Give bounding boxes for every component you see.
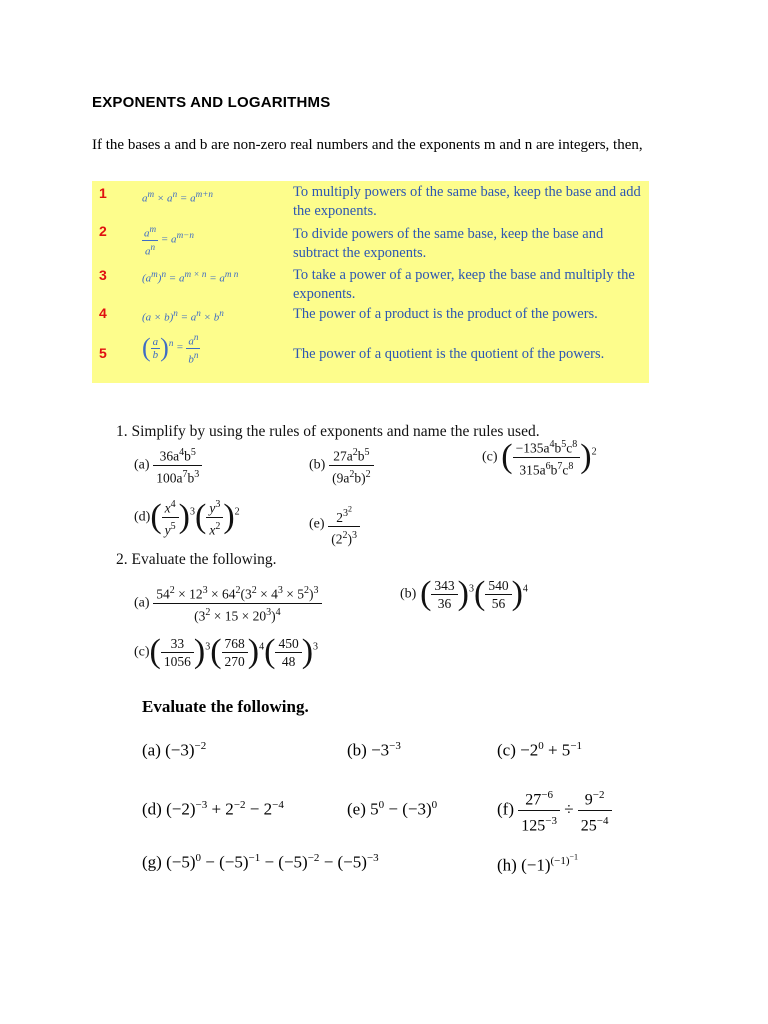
rule-description: The power of a quotient is the quotient of the powers. <box>293 346 605 362</box>
part-label: (a) <box>142 740 161 760</box>
part-label: (e) <box>309 516 325 532</box>
q1-part-b: (b) $\frac{27a^2b^5}{(9a^2b)^2}$ <box>309 444 374 486</box>
rule-description: To take a power of a power, keep the base and multiply the exponents. <box>293 267 635 302</box>
q3-part-b: $(b) -3^{-3}$ <box>347 740 401 760</box>
q1-part-e: (e) $\frac{2^{3^2}}{(2^2)^3}$ <box>309 501 360 547</box>
question-1-title: 1. Simplify by using the rules of exponents and name the rules used. <box>116 423 540 440</box>
q1-part-d: (d)( $\frac{x^4}{y^5}$ )$^3$( $\frac{y^3}{x^2}$ )$^2$ <box>134 498 240 537</box>
q2-part-b: (b) ( $\frac{343}{36}$ )$^3$( $\frac{540}{56}$ )$^4$ <box>400 575 528 612</box>
rule-formula-5: ( $\frac{a}{b}$ )$^n$ = $\frac{a^n}{b^n}$ <box>142 332 199 366</box>
q3-part-e: (e) $5^0 - (-3)^0$ <box>347 799 438 819</box>
rule-description: The power of a product is the product of the powers. <box>293 306 598 322</box>
part-label: (d) <box>142 799 162 819</box>
part-label: (c) <box>134 644 150 660</box>
q3-part-a: (a) $(-3)^{-2}$ <box>142 740 207 760</box>
rule-formula-3: $(a^m)^n = a^{m \times n} = a^{m n}$ <box>142 269 239 285</box>
intro-text: If the bases a and b are non-zero real numbers and the exponents m and n are integers, then, <box>92 137 643 153</box>
part-label: (h) <box>497 855 517 875</box>
q3-part-g: (g) $(-5)^0 - (-5)^{-1} - (-5)^{-2} - (-5)^{-3}$ <box>142 852 379 872</box>
q3-part-f: (f) $\frac{27^{-6}}{125^{-3}}$ ÷ $\frac{9^{-2}}{25^{-4}}$ <box>497 785 612 837</box>
exponent-rules-box <box>92 181 649 383</box>
rule-number: 1 <box>99 185 107 201</box>
rule-number: 5 <box>99 345 107 361</box>
part-label: (g) <box>142 852 162 872</box>
part-label: (b) <box>309 457 326 473</box>
q3-part-c: $(c) -2^0 + 5^{-1}$ <box>497 740 583 760</box>
part-label: (b) <box>347 740 367 760</box>
part-label: (e) <box>347 799 366 819</box>
part-label: (f) <box>497 799 514 819</box>
page-title: EXPONENTS AND LOGARITHMS <box>92 94 331 111</box>
q1-part-a: (a) $\frac{36a^4b^5}{100a^7b^3}$ <box>134 444 202 486</box>
part-label: (c) <box>482 449 498 465</box>
q2-part-c: (c)( $\frac{33}{1056}$ )$^3$( $\frac{768}{270}$ )$^4$( $\frac{450}{48}$ )$^3$ <box>134 633 319 670</box>
q2-part-a: (a) $\frac{54^2 \times 12^3 \times 64^2(3^2 \times 4^3 \times 5^2)^3}{(3^2 \times 15 \times 20^3)^4}$ <box>134 582 322 624</box>
part-label: (a) <box>134 595 150 611</box>
part-label: (b) <box>400 586 417 602</box>
question-2-title: 2. Evaluate the following. <box>116 551 277 568</box>
rule-description: To multiply powers of the same base, keep the base and add the exponents. <box>293 184 641 219</box>
rule-number: 4 <box>99 305 107 321</box>
rule-number: 3 <box>99 267 107 283</box>
part-label: (a) <box>134 457 150 473</box>
q3-part-d: (d) $(-2)^{-3} + 2^{-2} - 2^{-4}$ <box>142 799 284 819</box>
rule-formula-2: $\frac{a^m}{a^n}$ = $a^{m-n}$ <box>144 224 194 258</box>
rule-number: 2 <box>99 223 107 239</box>
part-label: (d) <box>134 509 151 525</box>
q1-part-c: (c) ( $\frac{-135a^4b^5c^8}{315a^6b^7c^8}$ )$^2$ <box>482 438 597 477</box>
rule-description: To divide powers of the same base, keep the base and subtract the exponents. <box>293 226 604 261</box>
question-3-title: Evaluate the following. <box>142 697 309 716</box>
q3-part-h: (h) $(-1)^{(-1)^{-1}}$ <box>497 852 579 875</box>
rule-formula-4: $(a \times b)^n = a^n \times b^n$ <box>142 308 224 324</box>
rule-formula-1: $a^m \times a^n = a^{m+n}$ <box>142 189 213 205</box>
part-label: (c) <box>497 740 516 760</box>
